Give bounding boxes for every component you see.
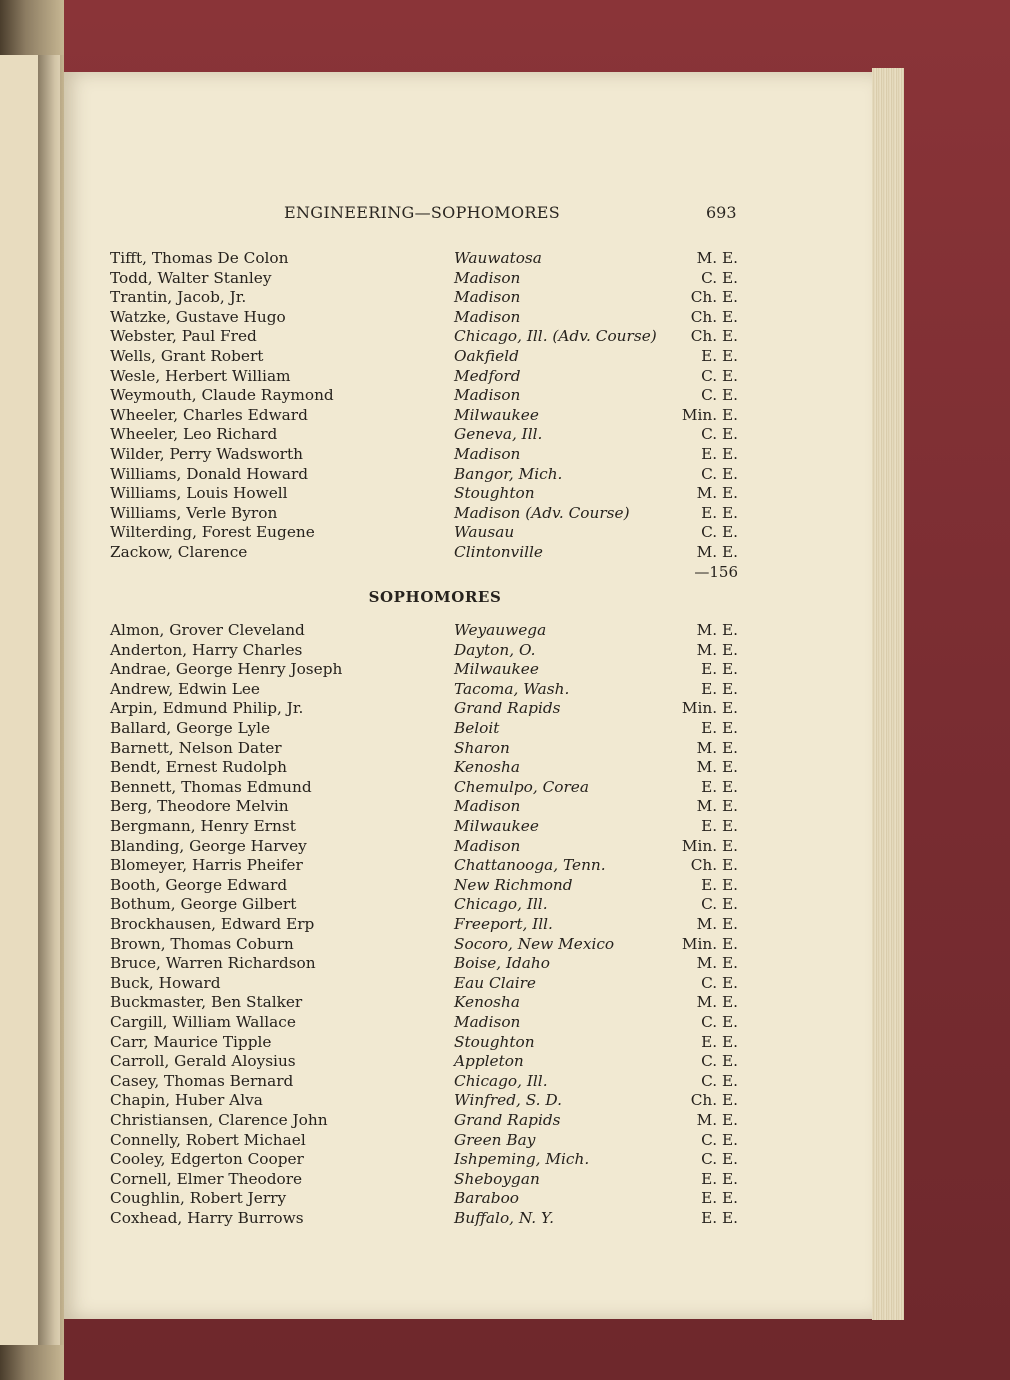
student-hometown: Wauwatosa bbox=[454, 249, 542, 267]
student-hometown: Weyauwega bbox=[454, 621, 547, 639]
student-hometown: Socoro, New Mexico bbox=[454, 934, 615, 953]
student-course: M. E. bbox=[696, 758, 738, 777]
student-row bbox=[0, 1209, 1010, 1228]
student-course: Min. E. bbox=[681, 405, 738, 424]
student-hometown: Madison bbox=[454, 836, 521, 855]
student-course: Ch. E. bbox=[690, 856, 738, 875]
student-row bbox=[0, 425, 1010, 444]
student-hometown: Madison bbox=[454, 268, 521, 287]
student-name: Blomeyer, Harris Pheifer bbox=[110, 856, 303, 875]
student-name: Anderton, Harry Charles bbox=[110, 640, 303, 659]
student-name: Booth, George Edward bbox=[110, 875, 288, 894]
student-hometown: Dayton, O. bbox=[454, 640, 536, 659]
student-row bbox=[0, 504, 1010, 523]
student-row bbox=[0, 1131, 1010, 1150]
student-hometown: Buffalo, N. Y. bbox=[454, 1209, 554, 1227]
student-row bbox=[0, 621, 1010, 640]
student-hometown: Stoughton bbox=[454, 484, 535, 503]
student-hometown: Ishpeming, Mich. bbox=[454, 1150, 590, 1169]
student-name: Bothum, George Gilbert bbox=[110, 895, 297, 914]
student-name: Williams, Louis Howell bbox=[110, 484, 288, 503]
student-hometown: Geneva, Ill. bbox=[454, 425, 543, 444]
student-name: Cooley, Edgerton Cooper bbox=[110, 1150, 304, 1169]
student-course: E. E. bbox=[701, 660, 738, 679]
student-hometown: Clintonville bbox=[454, 543, 543, 561]
student-course: Min. E. bbox=[681, 934, 738, 953]
student-hometown: Wausau bbox=[454, 523, 515, 542]
student-row bbox=[0, 1013, 1010, 1032]
student-row bbox=[0, 895, 1010, 914]
student-course: C. E. bbox=[701, 1150, 738, 1169]
student-row bbox=[0, 739, 1010, 758]
student-hometown: Medford bbox=[454, 366, 521, 385]
student-hometown: Beloit bbox=[454, 719, 500, 737]
student-course: C. E. bbox=[701, 464, 738, 483]
student-course: E. E. bbox=[701, 679, 738, 698]
student-hometown: Grand Rapids bbox=[454, 1111, 561, 1129]
student-row bbox=[0, 915, 1010, 934]
student-row bbox=[0, 1052, 1010, 1071]
student-name: Webster, Paul Fred bbox=[110, 327, 257, 346]
student-row bbox=[0, 758, 1010, 777]
student-course: E. E. bbox=[701, 1189, 738, 1208]
student-row bbox=[0, 935, 1010, 954]
student-name: Wilder, Perry Wadsworth bbox=[110, 445, 303, 463]
student-row bbox=[0, 1150, 1010, 1169]
student-name: Coxhead, Harry Burrows bbox=[110, 1209, 304, 1227]
student-name: Buckmaster, Ben Stalker bbox=[110, 993, 303, 1012]
student-course: C. E. bbox=[701, 1130, 738, 1149]
student-name: Tifft, Thomas De Colon bbox=[110, 249, 289, 267]
student-hometown: Chemulpo, Corea bbox=[454, 777, 589, 796]
student-hometown: Madison bbox=[454, 445, 521, 463]
student-hometown: Madison bbox=[454, 386, 521, 405]
student-name: Coughlin, Robert Jerry bbox=[110, 1189, 287, 1208]
student-course: M. E. bbox=[696, 484, 738, 503]
student-name: Andrew, Edwin Lee bbox=[110, 679, 260, 698]
student-hometown: Sheboygan bbox=[454, 1169, 540, 1188]
student-hometown: Madison bbox=[454, 288, 521, 307]
student-hometown: Freeport, Ill. bbox=[454, 915, 553, 933]
student-hometown: Chicago, Ill. bbox=[454, 895, 548, 914]
student-row bbox=[0, 680, 1010, 699]
student-course: Ch. E. bbox=[690, 327, 738, 346]
student-course: E. E. bbox=[701, 1169, 738, 1188]
student-course: C. E. bbox=[701, 523, 738, 542]
student-row bbox=[0, 856, 1010, 875]
student-name: Bendt, Ernest Rudolph bbox=[110, 758, 287, 777]
student-course: C. E. bbox=[701, 386, 738, 405]
student-row bbox=[0, 1033, 1010, 1052]
student-course: C. E. bbox=[701, 973, 738, 992]
student-hometown: Chicago, Ill. (Adv. Course) bbox=[454, 327, 657, 346]
student-name: Bruce, Warren Richardson bbox=[110, 954, 316, 973]
student-course: E. E. bbox=[701, 719, 738, 737]
student-name: Barnett, Nelson Dater bbox=[110, 738, 282, 757]
student-name: Carroll, Gerald Aloysius bbox=[110, 1052, 296, 1071]
student-hometown: Stoughton bbox=[454, 1032, 535, 1051]
running-title: ENGINEERING—SOPHOMORES bbox=[284, 203, 560, 222]
student-hometown: Sharon bbox=[454, 738, 510, 757]
student-hometown: Chicago, Ill. bbox=[454, 1071, 548, 1090]
student-course: M. E. bbox=[696, 621, 738, 639]
student-hometown: Eau Claire bbox=[454, 973, 536, 992]
student-name: Watzke, Gustave Hugo bbox=[110, 307, 286, 326]
student-hometown: Kenosha bbox=[454, 758, 520, 777]
student-name: Wesle, Herbert William bbox=[110, 366, 291, 385]
student-row bbox=[0, 974, 1010, 993]
student-course: C. E. bbox=[701, 1071, 738, 1090]
student-row bbox=[0, 1111, 1010, 1130]
student-course: E. E. bbox=[701, 1032, 738, 1051]
student-row bbox=[0, 993, 1010, 1012]
student-row bbox=[0, 327, 1010, 346]
student-row bbox=[0, 543, 1010, 562]
student-course: C. E. bbox=[701, 1052, 738, 1071]
student-row bbox=[0, 1189, 1010, 1208]
student-row bbox=[0, 249, 1010, 268]
student-name: Bergmann, Henry Ernst bbox=[110, 817, 296, 835]
student-course: C. E. bbox=[701, 1013, 738, 1031]
student-name: Wheeler, Leo Richard bbox=[110, 425, 278, 444]
student-row bbox=[0, 778, 1010, 797]
student-course: E. E. bbox=[701, 445, 738, 463]
student-course: E. E. bbox=[701, 503, 738, 522]
student-name: Williams, Verle Byron bbox=[110, 503, 278, 522]
student-name: Andrae, George Henry Joseph bbox=[110, 660, 343, 679]
student-hometown: Madison bbox=[454, 307, 521, 326]
student-row bbox=[0, 484, 1010, 503]
student-course: C. E. bbox=[701, 895, 738, 914]
student-course: E. E. bbox=[701, 777, 738, 796]
student-hometown: Chattanooga, Tenn. bbox=[454, 856, 606, 875]
student-name: Blanding, George Harvey bbox=[110, 836, 307, 855]
student-row bbox=[0, 347, 1010, 366]
student-row bbox=[0, 406, 1010, 425]
student-row bbox=[0, 445, 1010, 464]
student-hometown: Boise, Idaho bbox=[454, 954, 550, 973]
student-hometown: Bangor, Mich. bbox=[454, 464, 563, 483]
student-hometown: Grand Rapids bbox=[454, 699, 561, 718]
student-name: Christiansen, Clarence John bbox=[110, 1111, 328, 1129]
student-row bbox=[0, 699, 1010, 718]
student-hometown: New Richmond bbox=[454, 875, 573, 894]
student-course: M. E. bbox=[696, 249, 738, 267]
student-hometown: Madison bbox=[454, 797, 521, 816]
student-hometown: Oakfield bbox=[454, 347, 519, 365]
student-row bbox=[0, 837, 1010, 856]
student-name: Trantin, Jacob, Jr. bbox=[110, 288, 247, 307]
student-hometown: Milwaukee bbox=[454, 660, 539, 679]
student-course: Min. E. bbox=[681, 836, 738, 855]
student-row bbox=[0, 269, 1010, 288]
student-course: E. E. bbox=[701, 347, 738, 365]
student-course: E. E. bbox=[701, 1209, 738, 1227]
student-name: Todd, Walter Stanley bbox=[110, 268, 272, 287]
student-course: Ch. E. bbox=[690, 1091, 738, 1110]
student-hometown: Madison bbox=[454, 1013, 521, 1031]
student-name: Brown, Thomas Coburn bbox=[110, 934, 294, 953]
section-total: —156 bbox=[694, 563, 738, 581]
student-hometown: Winfred, S. D. bbox=[454, 1091, 562, 1110]
student-course: C. E. bbox=[701, 366, 738, 385]
student-name: Berg, Theodore Melvin bbox=[110, 797, 289, 816]
student-name: Almon, Grover Cleveland bbox=[110, 621, 305, 639]
student-course: Min. E. bbox=[681, 699, 738, 718]
student-hometown: Appleton bbox=[454, 1052, 524, 1071]
student-course: M. E. bbox=[696, 797, 738, 816]
student-course: M. E. bbox=[696, 640, 738, 659]
student-name: Casey, Thomas Bernard bbox=[110, 1071, 294, 1090]
student-name: Cornell, Elmer Theodore bbox=[110, 1169, 303, 1188]
student-row bbox=[0, 367, 1010, 386]
student-row bbox=[0, 1170, 1010, 1189]
student-row bbox=[0, 641, 1010, 660]
student-course: C. E. bbox=[701, 268, 738, 287]
student-row bbox=[0, 1072, 1010, 1091]
student-row bbox=[0, 719, 1010, 738]
student-row bbox=[0, 954, 1010, 973]
student-course: E. E. bbox=[701, 817, 738, 835]
student-name: Bennett, Thomas Edmund bbox=[110, 777, 312, 796]
student-row bbox=[0, 288, 1010, 307]
section-heading: SOPHOMORES bbox=[368, 588, 502, 606]
student-row bbox=[0, 465, 1010, 484]
student-hometown: Kenosha bbox=[454, 993, 520, 1012]
student-name: Wheeler, Charles Edward bbox=[110, 405, 308, 424]
student-row bbox=[0, 523, 1010, 542]
student-name: Cargill, William Wallace bbox=[110, 1013, 296, 1031]
student-name: Carr, Maurice Tipple bbox=[110, 1032, 272, 1051]
student-course: M. E. bbox=[696, 1111, 738, 1129]
student-name: Weymouth, Claude Raymond bbox=[110, 386, 334, 405]
student-row bbox=[0, 817, 1010, 836]
student-course: M. E. bbox=[696, 915, 738, 933]
page-header bbox=[0, 203, 1010, 225]
student-name: Williams, Donald Howard bbox=[110, 464, 309, 483]
student-course: Ch. E. bbox=[690, 307, 738, 326]
student-row bbox=[0, 660, 1010, 679]
student-name: Wilterding, Forest Eugene bbox=[110, 523, 315, 542]
student-row bbox=[0, 1091, 1010, 1110]
student-row bbox=[0, 308, 1010, 327]
student-course: Ch. E. bbox=[690, 288, 738, 307]
student-hometown: Madison (Adv. Course) bbox=[454, 503, 630, 522]
student-row bbox=[0, 386, 1010, 405]
student-course: M. E. bbox=[696, 954, 738, 973]
student-name: Connelly, Robert Michael bbox=[110, 1130, 306, 1149]
student-name: Ballard, George Lyle bbox=[110, 719, 271, 737]
student-hometown: Tacoma, Wash. bbox=[454, 679, 570, 698]
student-hometown: Baraboo bbox=[454, 1189, 520, 1208]
student-row bbox=[0, 876, 1010, 895]
student-course: M. E. bbox=[696, 543, 738, 561]
student-course: C. E. bbox=[701, 425, 738, 444]
student-hometown: Milwaukee bbox=[454, 817, 539, 835]
student-hometown: Milwaukee bbox=[454, 405, 539, 424]
student-course: M. E. bbox=[696, 993, 738, 1012]
student-hometown: Green Bay bbox=[454, 1130, 536, 1149]
student-row bbox=[0, 797, 1010, 816]
student-name: Wells, Grant Robert bbox=[110, 347, 264, 365]
student-name: Brockhausen, Edward Erp bbox=[110, 915, 315, 933]
student-name: Buck, Howard bbox=[110, 973, 221, 992]
student-name: Arpin, Edmund Philip, Jr. bbox=[110, 699, 304, 718]
page-number: 693 bbox=[706, 203, 737, 222]
student-course: M. E. bbox=[696, 738, 738, 757]
student-course: E. E. bbox=[701, 875, 738, 894]
student-name: Chapin, Huber Alva bbox=[110, 1091, 263, 1110]
student-name: Zackow, Clarence bbox=[110, 543, 248, 561]
